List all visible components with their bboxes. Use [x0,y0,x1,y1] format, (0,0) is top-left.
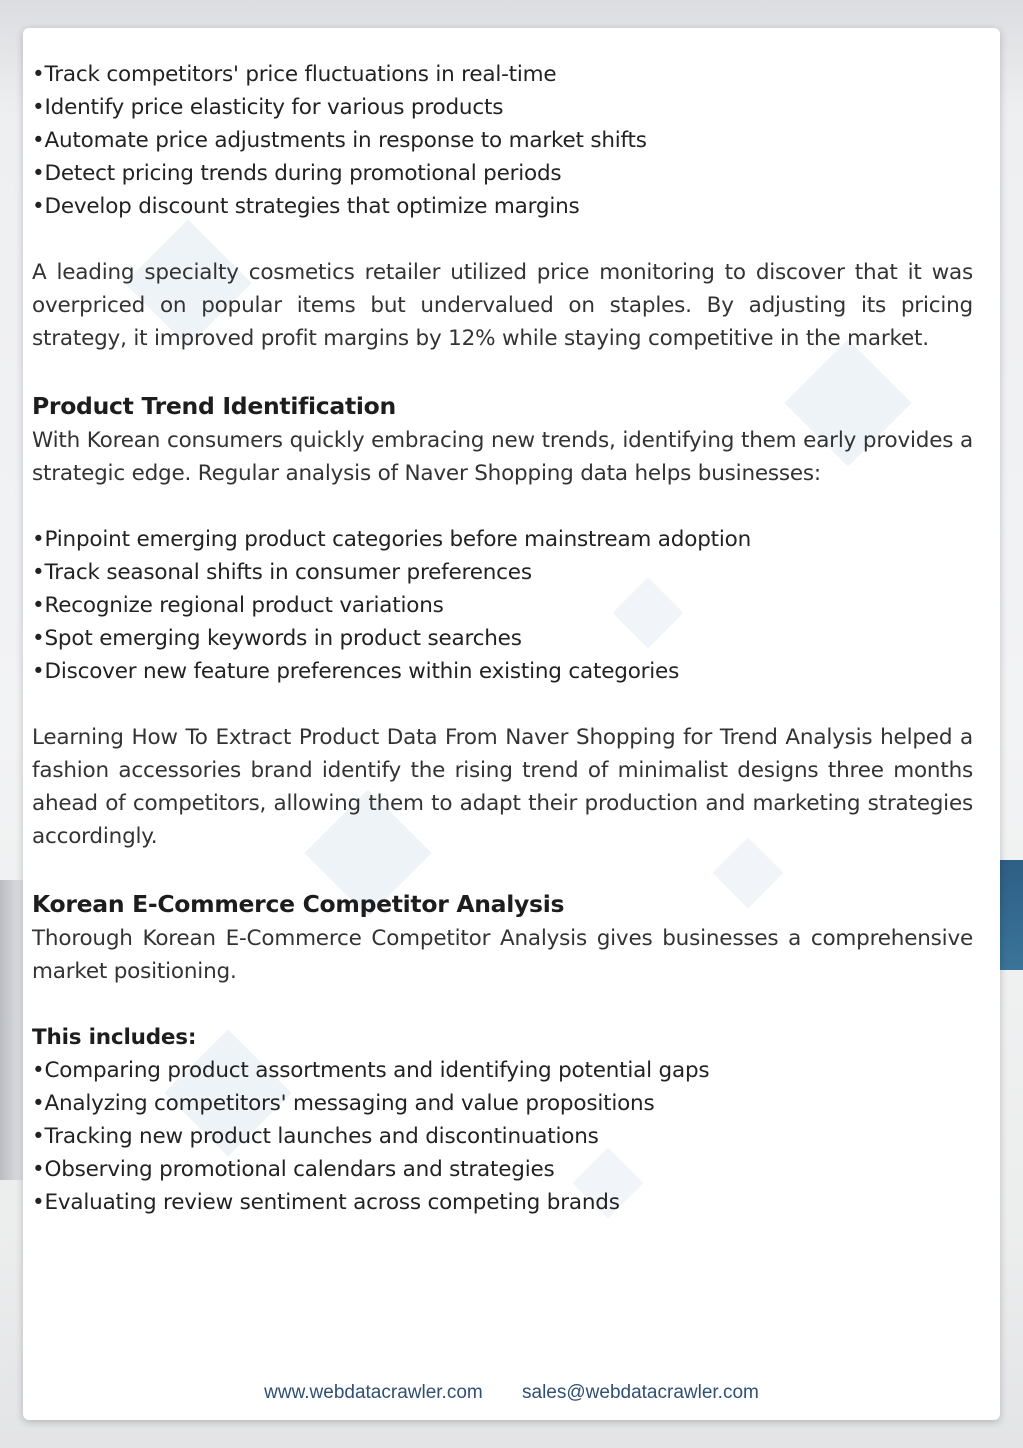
includes-subheading: This includes: [32,1025,197,1050]
bullet-item: •Analyzing competitors' messaging and value propositions [32,1091,655,1116]
bullet-item: •Pinpoint emerging product categories before mainstream adoption [32,527,752,552]
website-link[interactable]: www.webdatacrawler.com [264,1382,483,1403]
case-study-paragraph: A leading specialty cosmetics retailer utilized price monitoring to discover that it was overpriced on popular items but undervalued on staples. By adjusting its pricing strategy, it improved profit margins by 12% while staying competitive in the market. [32,260,973,351]
bullet-item: •Develop discount strategies that optimize margins [32,194,580,219]
right-accent-band [997,860,1023,970]
section-intro: With Korean consumers quickly embracing new trends, identifying them early provides a strategic edge. Regular analysis of Naver Shopping data helps businesses: [32,428,973,486]
bullet-item: •Detect pricing trends during promotional periods [32,161,562,186]
bullet-item: •Evaluating review sentiment across competing brands [32,1190,620,1215]
section-intro: Thorough Korean E-Commerce Competitor Analysis gives businesses a comprehensive market positioning. [32,926,973,984]
section-heading: Product Trend Identification [32,392,396,420]
bullet-item: •Automate price adjustments in response to market shifts [32,128,647,153]
bullet-item: •Identify price elasticity for various products [32,95,504,120]
bullet-item: •Discover new feature preferences within existing categories [32,659,680,684]
document-body [32,58,973,1219]
bullet-item: •Track competitors' price fluctuations in real-time [32,62,557,87]
bullet-item: •Observing promotional calendars and strategies [32,1157,555,1182]
bullet-item: •Tracking new product launches and discontinuations [32,1124,599,1149]
bullet-item: •Comparing product assortments and identifying potential gaps [32,1058,710,1083]
section-heading: Korean E-Commerce Competitor Analysis [32,890,565,918]
email-link[interactable]: sales@webdatacrawler.com [522,1382,759,1403]
bullet-item: •Recognize regional product variations [32,593,444,618]
document-page [23,28,1000,1420]
page-footer [23,1382,1000,1404]
bullet-item: •Spot emerging keywords in product searches [32,626,522,651]
case-study-paragraph: Learning How To Extract Product Data From Naver Shopping for Trend Analysis helped a fashion accessories brand identify the rising trend of minimalist designs three months ahead of competitors, allowing them to adapt their production and marketing strategies accordingly. [32,725,973,849]
bullet-item: •Track seasonal shifts in consumer preferences [32,560,532,585]
